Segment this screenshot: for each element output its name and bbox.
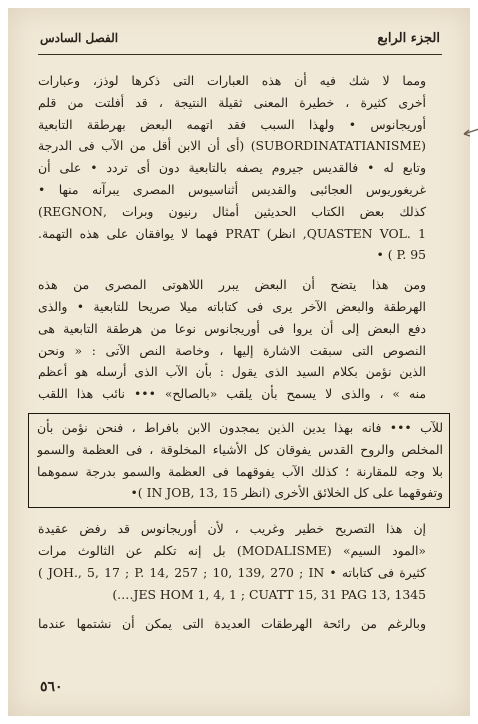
text-line: الذين نؤمن بكلام السيد الذى يقول : بأن الآب الذى أرسله هو أعظم <box>38 364 426 380</box>
quote-line: وتفوقهما على كل الخلائق الأخرى (انظر IN JOB, 13, 15 )• <box>130 485 443 501</box>
book-page <box>8 8 470 716</box>
text-line: النصوص التى سبقت الاشارة إليها ، وخاصة النص الآتى : « ونحن <box>38 342 426 358</box>
text-line: QUASTEN VOL. 1, انظر) PRAT فهما لا يوافقان على هذه التهمة. <box>38 225 426 241</box>
text-line: دفع البعض إلى أن يروا فى أوريجانوس نوعا من هرطقة التابعية هى <box>38 320 426 336</box>
paragraph-2 <box>38 274 444 405</box>
page-number: ٥٦٠ <box>40 679 63 695</box>
margin-arrow-icon <box>462 124 478 138</box>
paragraph-4 <box>38 613 444 635</box>
page-body <box>38 70 444 643</box>
chapter-title: الفصل السادس <box>40 31 119 45</box>
paragraph-1 <box>38 70 444 266</box>
text-line: «المود السيم» (MODALISME) بل إنه تكلم عن الثالوث مرات <box>38 542 426 558</box>
text-line: JES HOM 1, 4, 1 ; CUATT 15, 31 PAG 13, 1345….) <box>112 586 426 602</box>
text-line: إن هذا التصريح خطير وغريب ، لأن أوريجانوس قد رفض عقيدة <box>38 521 426 537</box>
text-line: غريغوريوس العجائبى والقديس أثناسيوس المصرى يبرآنه منها • <box>38 181 426 197</box>
text-line: P. 95 ) • <box>376 247 426 263</box>
text-line: (SUBORDINATATIANISME) (أى أن الابن أقل من الآب فى الدرجة <box>38 138 426 154</box>
text-line: وبالرغم من رائحة الهرطقات العديدة التى يمكن أن نشتمها عندما <box>38 616 426 632</box>
boxed-quotation <box>28 413 450 508</box>
text-line: ومن هذا يتضح أن البعض يبرر اللاهوتى المصرى من هذه <box>38 277 426 293</box>
text-line: منه » ، والذى لا يسمح بأن يلقب «بالصالح» ••• نائب هذا اللقب <box>38 386 426 402</box>
part-title: الجزء الرابع <box>377 31 440 46</box>
quote-line: للآب ••• فانه بهذا يدين الذين يمجدون الابن بافراط ، فنحن نؤمن بأن <box>37 419 443 435</box>
text-line: أوريجانوس • ولهذا السبب فقد اتهمه البعض بهرطقة التابعية <box>38 116 426 132</box>
text-line: ومما لا شك فيه أن هذه العبارات التى ذكرها لوذز، وعبارات <box>38 73 426 88</box>
text-line: كذلك بعض الكتاب الحديثين أمثال رنيون وبرات ,REGNON) <box>38 203 426 219</box>
text-line: أخرى كثيرة ، خطيرة المعنى ثقيلة النتيجة ، قد أفلتت من قلم <box>38 94 426 110</box>
text-line: كثيرة فى كتاباته • JOH., 5, 17 ; P. 14, 257 ; 10, 139, 270 ; IN ) <box>38 564 427 580</box>
running-header <box>38 28 442 55</box>
quote-line: المخلص والروح القدس يفوقان كل الأشياء المخلوقة ، فى العظمة والسمو <box>37 441 443 457</box>
paragraph-3 <box>38 518 444 605</box>
text-line: وتابع له • فالقديس جيروم يصفه بالتابعية دون أى تردد • على أن <box>38 160 426 176</box>
text-line: الهرطقة والبعض الآخر يرى فى كتاباته ميلا صريحا للتابعية • والذى <box>38 298 426 314</box>
quote-line: بلا وجه للمقارنة ؛ كذلك الآب يفوقهما فى العظمة والسمو بدرجة سموهما <box>37 463 443 479</box>
